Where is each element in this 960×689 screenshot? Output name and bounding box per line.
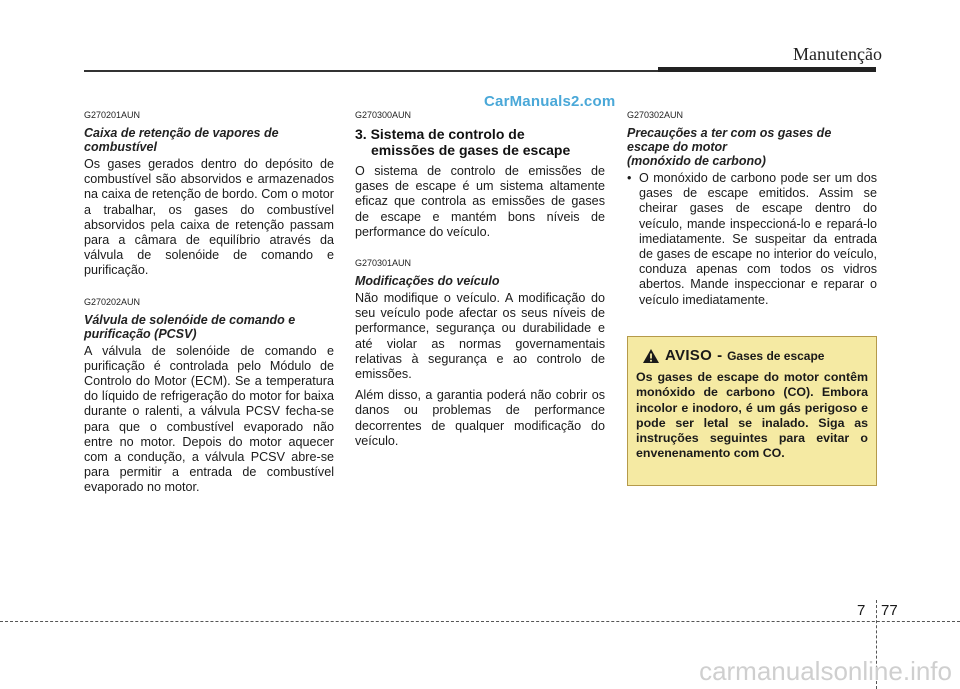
column-2 xyxy=(355,110,605,455)
warning-box xyxy=(627,336,877,486)
column-3 xyxy=(627,110,877,308)
section-body: Não modifique o veículo. A modificação do seu veículo pode afectar os seus níveis de performance, segurança ou durabilidade e até violar as normas governamentais relativas à segurança e ao controlo de emissões. xyxy=(355,291,605,382)
chapter-number: 7 xyxy=(857,602,866,619)
warning-dash: - xyxy=(717,347,723,364)
section-body: A válvula de solenóide de comando e purificação é controlada pelo Módulo de Controlo do Motor (ECM). Se a temperatura do líquido de refrigeração do motor for baixa durante o ralenti, a válvula PCSV fecha-se para que o combustível evaporado não entre no motor. Depois do motor aquecer com a condução, a válvula PCSV abre-se para permitir a entrada de combustível evaporado no motor. xyxy=(84,343,334,495)
section-title-line2: (monóxido de carbono) xyxy=(627,154,766,168)
column-1 xyxy=(84,110,334,502)
section-code: G270300AUN xyxy=(355,110,412,120)
section-code: G270202AUN xyxy=(84,296,141,307)
header-rule-accent xyxy=(658,67,876,72)
watermark-bottom: carmanualsonline.info xyxy=(699,656,952,686)
section-body: Os gases gerados dentro do depósito de combustível são absorvidos e armazenados na caixa de retenção de bordo. Com o motor a trabalhar, os gases do combustível absorvidos pela caixa de retenção passam para a câmara de equilíbrio através da válvula de solenóide de comando e purificação. xyxy=(84,157,334,278)
warning-title: AVISO xyxy=(665,347,713,364)
section-title: Caixa de retenção de vapores de combustível xyxy=(84,126,279,154)
bullet-text: O monóxido de carbono pode ser um dos gases de escape emitidos. Assim se cheirar gases de escape dentro do veículo, mande inspeccioná-lo e repará-lo imediatamente. Se suspeitar da entrada de gases de escape no interior do veículo, conduza apenas com todos os vidros abertos. Mande inspeccionar e reparar o veículo imediatamente. xyxy=(639,171,877,307)
section-title: Válvula de solenóide de comando e purificação (PCSV) xyxy=(84,312,296,341)
section-code: G270201AUN xyxy=(84,110,141,120)
section-code: G270301AUN xyxy=(355,258,412,269)
footer-rule xyxy=(0,621,960,622)
bullet-dot: • xyxy=(627,171,632,185)
section-body: O sistema de controlo de emissões de gases de escape é um sistema altamente eficaz que controla as emissões de gases de escape e mantém bons níveis de performance do veículo. xyxy=(355,164,605,239)
section-heading xyxy=(355,126,605,158)
section-heading-line2: emissões de gases de escape xyxy=(371,142,571,158)
section-title-line1: Precauções a ter com os gases de escape do motor xyxy=(627,126,832,154)
page-header-title: Manutenção xyxy=(793,44,882,64)
section-heading-line1: 3. Sistema de controlo de xyxy=(355,126,525,142)
section-title xyxy=(627,126,877,168)
watermark-link[interactable]: CarManuals2.com xyxy=(484,93,616,110)
section-code: G270302AUN xyxy=(627,110,684,120)
warning-body: Os gases de escape do motor contêm monóxido de carbono (CO). Embora incolor e inodoro, é um gás perigoso e pode ser letal se inalado. Siga as instruções seguintes para evitar o envenenamento com CO. xyxy=(636,370,868,461)
warning-header xyxy=(642,347,824,364)
bullet-item xyxy=(627,171,877,308)
section-title: Modificações do veículo xyxy=(355,274,500,289)
page-number: 77 xyxy=(881,602,898,619)
section-body: Além disso, a garantia poderá não cobrir os danos ou problemas de performance decorrentes de qualquer modificação do veículo. xyxy=(355,388,605,448)
warning-subtitle: Gases de escape xyxy=(727,348,825,363)
warning-triangle-icon xyxy=(642,348,660,364)
